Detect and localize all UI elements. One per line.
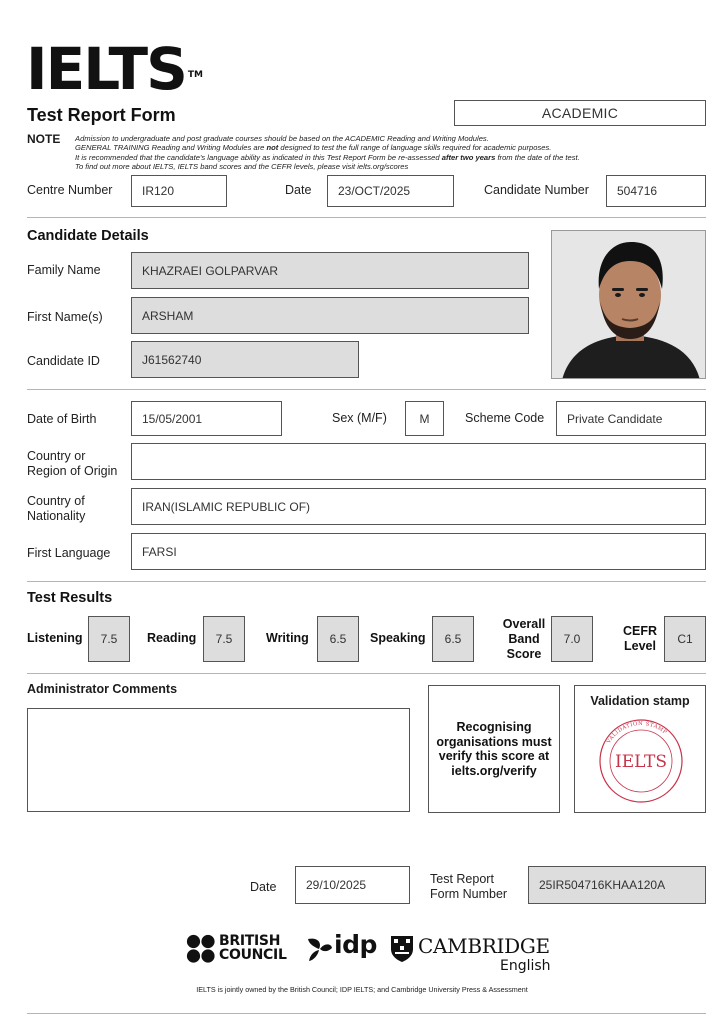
note-line-4: To find out more about IELTS, IELTS band scores and the CEFR levels, please visit ielts.org/scores (75, 162, 409, 172)
ielts-logo: IELTS ™ (26, 35, 204, 103)
dob-label: Date of Birth (27, 412, 97, 426)
candidate-id-field: J61562740 (131, 341, 359, 378)
first-language-label: First Language (27, 546, 111, 560)
note-label: NOTE (27, 132, 61, 146)
nationality-label: Country of Nationality (27, 494, 86, 523)
validation-stamp-panel (574, 685, 706, 813)
family-name-label: Family Name (27, 263, 101, 277)
test-results-heading: Test Results (27, 590, 113, 606)
nationality-field: IRAN(ISLAMIC REPUBLIC OF) (131, 488, 706, 525)
scheme-code-field: Private Candidate (556, 401, 706, 436)
first-name-field: ARSHAM (131, 297, 529, 334)
origin-label: Country or Region of Origin (27, 449, 118, 478)
divider (27, 217, 706, 218)
writing-label: Writing (266, 631, 309, 645)
stamp-ring-text: VALIDATION STAMP (606, 720, 668, 745)
idp-logo (306, 930, 377, 965)
admin-comments-box (27, 708, 410, 812)
idp-leaf-icon (306, 935, 334, 963)
test-date-field: 23/OCT/2025 (327, 175, 454, 207)
first-language-field: FARSI (131, 533, 706, 570)
candidate-id-label: Candidate ID (27, 354, 100, 368)
issue-date-label: Date (250, 880, 277, 894)
reading-score: 7.5 (203, 616, 245, 662)
cambridge-english: English (500, 958, 551, 974)
note-line-3: It is recommended that the candidate's language ability as indicated in this Test Report Form be re-assessed after two years from the date of the test. (75, 152, 580, 162)
dob-field: 15/05/2001 (131, 401, 282, 436)
idp-wordmark: idp (334, 930, 377, 959)
cambridge-wordmark: CAMBRIDGE (418, 934, 550, 958)
test-date-label: Date (285, 183, 312, 197)
overall-band-label: Overall Band Score (502, 617, 546, 661)
validation-stamp-label: Validation stamp (590, 694, 690, 708)
stamp-ielts-text: IELTS (614, 752, 668, 772)
cambridge-shield-icon (390, 935, 414, 963)
sex-field: M (405, 401, 444, 436)
divider (27, 1013, 706, 1014)
origin-field (131, 443, 706, 480)
reading-label: Reading (147, 631, 197, 645)
listening-score: 7.5 (88, 616, 130, 662)
divider (27, 673, 706, 674)
trf-number-label: Test Report Form Number (430, 872, 508, 901)
writing-score: 6.5 (317, 616, 359, 662)
candidate-details-heading: Candidate Details (27, 228, 149, 244)
portrait-illustration (552, 231, 706, 379)
ownership-text: IELTS is jointly owned by the British Council; IDP IELTS; and Cambridge University Press & Assessment (196, 985, 528, 994)
candidate-photo (551, 230, 706, 379)
overall-band-score: 7.0 (551, 616, 593, 662)
verify-text: Recognising organisations must verify this score at ielts.org/verify (436, 720, 552, 778)
validation-stamp-seal (596, 716, 686, 806)
british-council-dots-icon (186, 934, 216, 964)
svg-text:VALIDATION STAMP (605, 721, 667, 746)
cefr-level: C1 (664, 616, 706, 662)
verify-panel (428, 685, 560, 813)
speaking-label: Speaking (370, 631, 426, 645)
note-text (75, 134, 580, 172)
candidate-number-field: 504716 (606, 175, 706, 207)
cambridge-logo (390, 934, 550, 976)
trf-number-field: 25IR504716KHAA120A (528, 866, 706, 904)
page-title: Test Report Form (27, 105, 176, 125)
issue-date-field: 29/10/2025 (295, 866, 410, 904)
cefr-label: CEFR Level (622, 624, 658, 653)
note-line-2: GENERAL TRAINING Reading and Writing Modules are not designed to test the full range of language skills required for academic purposes. (75, 143, 552, 153)
note-line-1: Admission to undergraduate and post graduate courses should be based on the ACADEMIC Reading and Writing Modules. (75, 134, 489, 143)
british-council-logo (186, 934, 291, 964)
bc-line-1: BRITISH (219, 933, 281, 949)
sex-label: Sex (M/F) (332, 411, 387, 425)
bc-line-2: COUNCIL (219, 947, 287, 963)
centre-number-label: Centre Number (27, 183, 113, 197)
divider (27, 581, 706, 582)
family-name-field: KHAZRAEI GOLPARVAR (131, 252, 529, 289)
first-name-label: First Name(s) (27, 310, 103, 324)
candidate-number-label: Candidate Number (484, 183, 589, 197)
listening-label: Listening (27, 631, 83, 645)
centre-number-field: IR120 (131, 175, 227, 207)
speaking-score: 6.5 (432, 616, 474, 662)
module-box: ACADEMIC (454, 100, 706, 126)
scheme-code-label: Scheme Code (465, 411, 545, 425)
divider (27, 389, 706, 390)
admin-comments-label: Administrator Comments (27, 682, 178, 696)
